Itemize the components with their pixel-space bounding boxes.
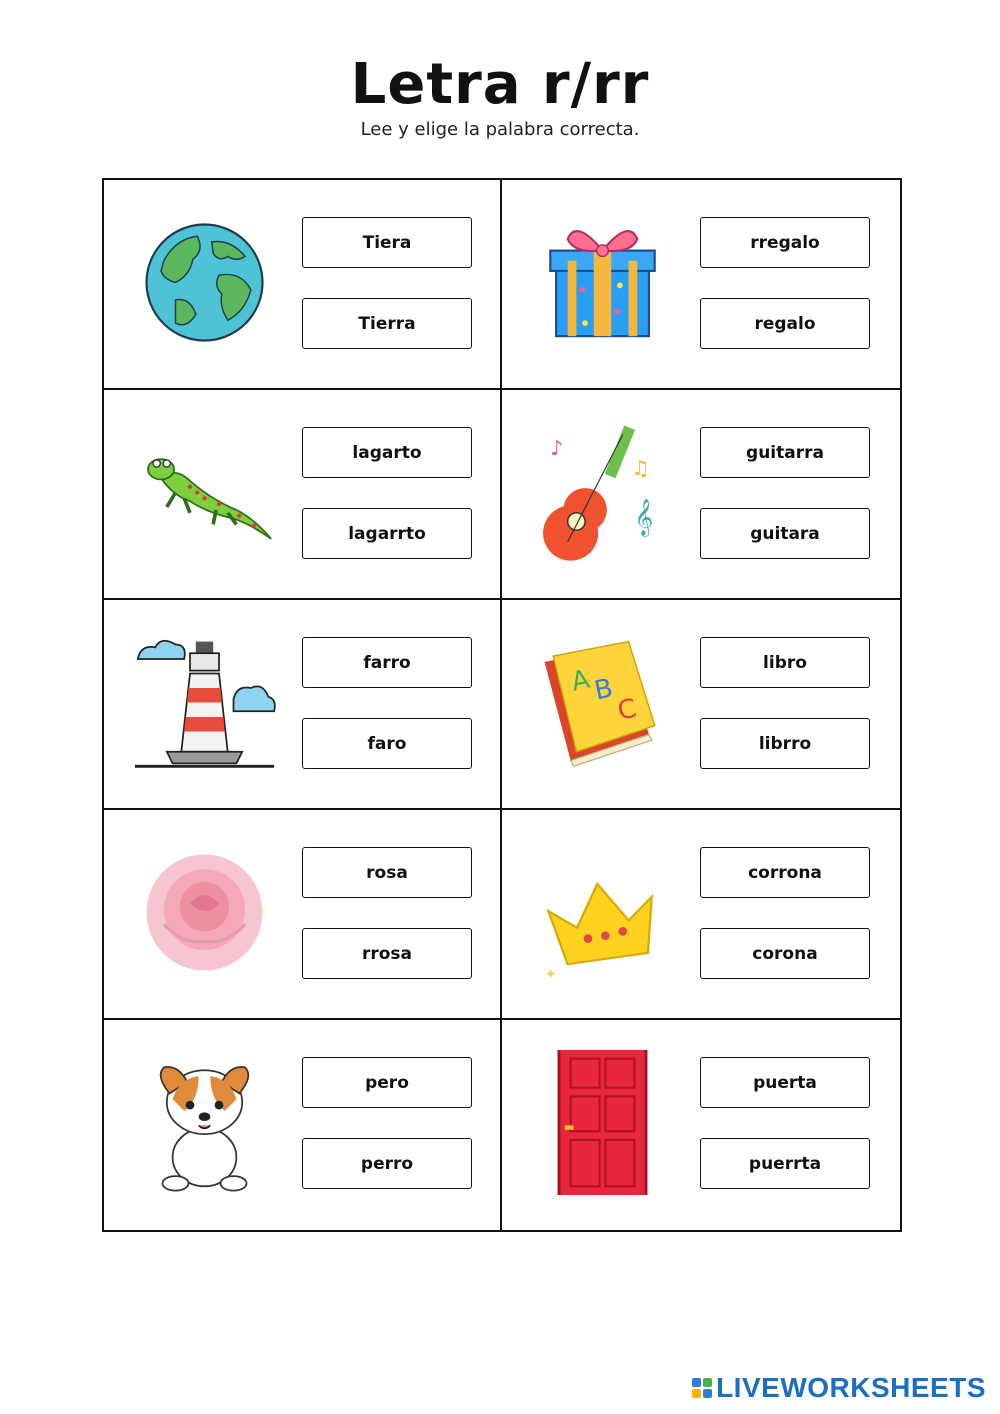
exercise-cell — [104, 810, 502, 1020]
earth-icon — [132, 210, 277, 355]
word-option[interactable]: guitarra — [700, 427, 870, 478]
svg-text:C: C — [615, 693, 640, 727]
lighthouse-icon — [132, 630, 277, 775]
word-option[interactable]: corrona — [700, 847, 870, 898]
brand-mark-icon — [692, 1378, 712, 1398]
svg-text:♪: ♪ — [550, 435, 564, 460]
lizard-icon — [132, 420, 277, 565]
word-option[interactable]: perro — [302, 1138, 472, 1189]
door-icon — [530, 1050, 675, 1195]
word-option[interactable]: regalo — [700, 298, 870, 349]
word-option[interactable]: rregalo — [700, 217, 870, 268]
brand-logo — [692, 1372, 986, 1404]
word-option[interactable]: corona — [700, 928, 870, 979]
exercise-cell — [104, 600, 502, 810]
gift-icon — [530, 210, 675, 355]
word-option[interactable]: rosa — [302, 847, 472, 898]
word-option[interactable]: lagarto — [302, 427, 472, 478]
word-option[interactable]: libro — [700, 637, 870, 688]
exercise-cell — [502, 180, 900, 390]
rose-icon — [132, 840, 277, 985]
crown-icon — [530, 840, 675, 985]
word-option[interactable]: librro — [700, 718, 870, 769]
exercise-cell — [104, 1020, 502, 1230]
puppy-icon — [132, 1050, 277, 1195]
page-title: Letra r/rr — [350, 52, 650, 117]
word-option[interactable]: pero — [302, 1057, 472, 1108]
svg-text:A: A — [568, 664, 593, 698]
svg-text:✦: ✦ — [544, 967, 557, 984]
svg-text:𝄞: 𝄞 — [634, 497, 654, 536]
word-option[interactable]: puerrta — [700, 1138, 870, 1189]
word-option[interactable]: faro — [302, 718, 472, 769]
word-option[interactable]: guitara — [700, 508, 870, 559]
word-option[interactable]: farro — [302, 637, 472, 688]
word-option[interactable]: rrosa — [302, 928, 472, 979]
exercise-cell — [502, 1020, 900, 1230]
brand-name: LIVEWORKSHEETS — [716, 1372, 986, 1403]
exercise-cell — [104, 390, 502, 600]
word-option[interactable]: Tierra — [302, 298, 472, 349]
exercise-cell — [502, 600, 900, 810]
exercise-grid — [102, 178, 902, 1232]
exercise-cell — [502, 390, 900, 600]
word-option[interactable]: lagarrto — [302, 508, 472, 559]
svg-text:B: B — [591, 673, 616, 707]
instructions: Lee y elige la palabra correcta. — [360, 119, 640, 140]
exercise-cell — [104, 180, 502, 390]
exercise-cell — [502, 810, 900, 1020]
word-option[interactable]: puerta — [700, 1057, 870, 1108]
word-option[interactable]: Tiera — [302, 217, 472, 268]
guitar-icon — [530, 420, 675, 565]
svg-text:♫: ♫ — [631, 456, 650, 481]
book-icon — [530, 630, 675, 775]
